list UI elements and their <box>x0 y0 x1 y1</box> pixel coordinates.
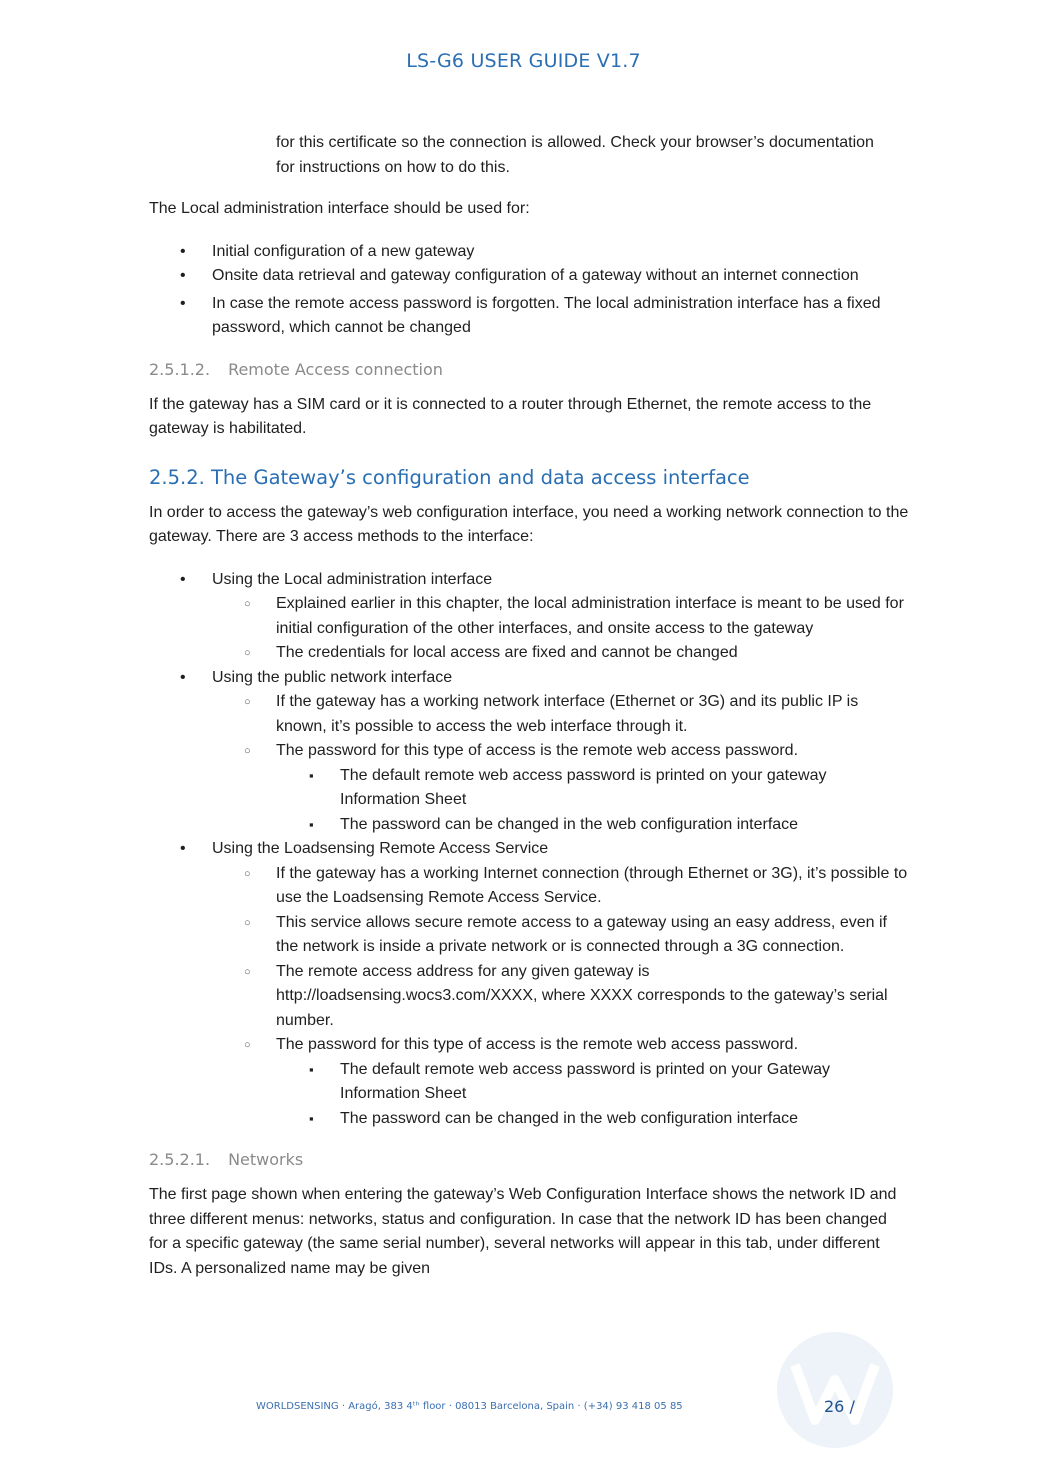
access-methods-list <box>149 568 909 1132</box>
footer-address: WORLDSENSING · Aragó, 383 4ᵗʰ floor · 08013 Barcelona, Spain · (+34) 93 418 05 85 <box>256 1401 683 1412</box>
list-item: ○ If the gateway has a working Internet connection (through Ethernet or 3G), it’s possible to use the Loadsensing Remote Access Service. <box>212 862 909 911</box>
section-252-body: In order to access the gateway’s web configuration interface, you need a working network connection to the gateway. There are 3 access methods to the interface: <box>149 503 909 545</box>
list-item <box>212 739 909 837</box>
list-item <box>212 1033 909 1131</box>
document-body <box>149 131 909 1281</box>
list-item: ○ The remote access address for any given gateway is http://loadsensing.wocs3.com/XXXX, where XXXX corresponds to the gateway’s serial number. <box>212 960 909 1034</box>
list-item: ▪ The default remote web access password is printed on your Gateway Information Sheet <box>276 1058 909 1107</box>
password-details <box>276 764 909 838</box>
page-header-title: LS-G6 USER GUIDE V1.7 <box>406 50 641 72</box>
section-2512-body: If the gateway has a SIM card or it is connected to a router through Ethernet, the remote access to the gateway is habilitated. <box>149 395 872 437</box>
list-item: • Onsite data retrieval and gateway configuration of a gateway without an internet connection <box>149 264 909 289</box>
page-number: 26 / <box>824 1397 855 1416</box>
section-title: Remote Access connection <box>228 359 443 379</box>
password-details <box>276 1058 909 1132</box>
item-text: The password for this type of access is the remote web access password. <box>276 742 799 759</box>
list-item: ○ If the gateway has a working network interface (Ethernet or 3G) and its public IP is known, it’s possible to access the web interface through it. <box>212 690 909 739</box>
list-item: • Initial configuration of a new gateway <box>149 240 909 265</box>
list-item: ▪ The password can be changed in the web configuration interface <box>276 813 909 838</box>
local-use-heading: The Local administration interface should be used for: <box>149 200 530 217</box>
page-footer <box>256 1397 876 1419</box>
section-title: Networks <box>228 1150 304 1169</box>
item-text: The password for this type of access is the remote web access password. <box>276 1036 799 1053</box>
list-item: ▪ The password can be changed in the web configuration interface <box>276 1107 909 1132</box>
list-item: ○ Explained earlier in this chapter, the local administration interface is meant to be used for initial configuration of the other interfaces, and onsite access to the gateway <box>212 592 909 641</box>
list-item <box>149 666 909 838</box>
watermark-logo-icon <box>770 1330 900 1450</box>
list-item: • In case the remote access password is forgotten. The local administration interface has a fixed password, which cannot be changed <box>149 292 909 341</box>
section-number: 2.5.1.2. <box>149 359 211 379</box>
method-label: Using the Local administration interface <box>212 570 493 588</box>
list-item <box>149 568 909 666</box>
section-heading-252: 2.5.2. The Gateway’s configuration and data access interface <box>149 465 750 489</box>
list-item: ○ This service allows secure remote access to a gateway using an easy address, even if the network is inside a private network or is connected through a 3G connection. <box>212 911 909 960</box>
method-label: Using the Loadsensing Remote Access Service <box>212 840 549 857</box>
list-item: ○ The credentials for local access are fixed and cannot be changed <box>212 641 909 666</box>
method-details <box>212 592 909 666</box>
list-item <box>149 837 909 1131</box>
list-item: ▪ The default remote web access password is printed on your gateway Information Sheet <box>276 764 909 813</box>
method-details <box>212 690 909 837</box>
section-heading-2512 <box>149 358 909 382</box>
section-number: 2.5.2.1. <box>149 1150 211 1169</box>
continuation-paragraph: for this certificate so the connection is allowed. Check your browser’s documentation for instructions on how to do this. <box>276 134 874 176</box>
method-details <box>212 862 909 1132</box>
section-2521-body: The first page shown when entering the gateway’s Web Configuration Interface shows the network ID and three different menus: networks, status and configuration. In case that the network ID has been changed for a specific gateway (the same serial number), several networks will appear in this tab, under different IDs. A personalized name may be given <box>149 1186 897 1277</box>
method-label: Using the public network interface <box>212 668 453 686</box>
section-heading-2521 <box>149 1148 909 1172</box>
local-use-list <box>149 240 909 341</box>
